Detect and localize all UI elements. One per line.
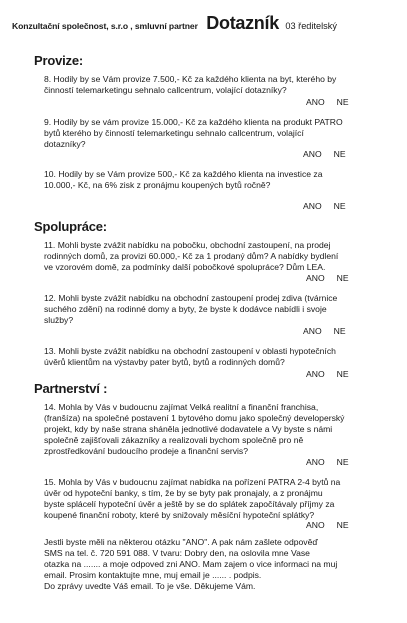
footer-line: otazka na ....... a moje odpoved zni ANO. Mam zajem o vice informaci na muj (44, 558, 338, 569)
answer-no-8[interactable]: NE (336, 97, 349, 107)
answer-yes-12[interactable]: ANO (303, 326, 322, 336)
answer-yes-14[interactable]: ANO (306, 457, 325, 467)
question-12: 12. Mohli byste zvážit nabídku na obchodní zastoupení prodej zdiva (tvárnice suchého zdění) na rodinné domy a byty, že byste k dodávce nabídli i svoje služby? (44, 293, 338, 325)
section-title-spoluprace: Spolupráce: (34, 219, 107, 234)
answer-yes-13[interactable]: ANO (306, 369, 325, 379)
answer-yes-11[interactable]: ANO (306, 273, 325, 283)
answer-no-10[interactable]: NE (333, 201, 346, 211)
question-8: 8. Hodily by se Vám provize 7.500,- Kč za každého klienta na byt, kterého by činností telemarketingu sehnalo callcentrum, volající dotazníky? (44, 74, 337, 95)
answer-options-10 (303, 201, 346, 211)
answer-yes-10[interactable]: ANO (303, 201, 322, 211)
company-name: Konzultační společnost, s.r.o , smluvní partner (12, 21, 198, 31)
answer-options-14 (306, 457, 349, 467)
footer-line: Do zprávy uvedte Váš email. To je vše. Děkujeme Vám. (44, 580, 256, 591)
section-title-partnerstvi: Partnerství : (34, 381, 108, 396)
answer-options-9 (303, 149, 346, 159)
answer-options-8 (306, 97, 349, 107)
answer-options-15 (306, 520, 349, 530)
answer-no-15[interactable]: NE (336, 520, 349, 530)
answer-no-14[interactable]: NE (336, 457, 349, 467)
answer-no-13[interactable]: NE (336, 369, 349, 379)
question-9: 9. Hodily by se vám provize 15.000,- Kč za každého klienta na produkt PATRO bytů kterého by činností telemarketingu sehnalo callcentrum, volající dotazníky? (44, 117, 343, 149)
instructions-footer (44, 537, 384, 592)
answer-yes-9[interactable]: ANO (303, 149, 322, 159)
answer-options-11 (306, 273, 349, 283)
answer-options-13 (306, 369, 349, 379)
footer-line: Jestli byste měli na některou otázku "ANO". A pak nám zašlete odpověď (44, 537, 318, 547)
section-title-provize: Provize: (34, 53, 83, 68)
answer-yes-15[interactable]: ANO (306, 520, 325, 530)
footer-line: SMS na tel. č. 720 591 088. V tvaru: Dobry den, na oslovila mne Vase (44, 547, 310, 558)
question-15: 15. Mohla by Vás v budoucnu zajímat nabídka na pořízení PATRA 2-4 bytů na úvěr od hypoteční banky, s tím, že by se byty pak pronajaly, a z pronájmu byste splácelí hypoteční úvěr a ještě by se do splátek započítávaly příjmy za koupené finanční roboty, které by snižovaly měsíční hypoteční splátky? (44, 477, 341, 520)
answer-options-12 (303, 326, 346, 336)
question-14: 14. Mohla by Vás v budoucnu zajímat Velká realitní a finanční franchisa, (franšíza) na společné postavení 1 bytového domu jako společný developerský projekt, kdy by naše strana sháněla jednotlivé dodavatele a Vy byste s námi společně zajišťovali zákazníky a realizovali bychom společně pro ně zprostředkování budoucího prodeje a finanční servis? (44, 402, 345, 456)
question-13: 13. Mohli byste zvážit nabídku na obchodní zastoupení v oblasti hypotečních úvěrů klientům na výstavby pater bytů, bytů a rodinných domů? (44, 346, 336, 367)
document-title: Dotazník (206, 13, 279, 33)
footer-line: email. Prosim kontaktujte mne, muj email je ...... . podpis. (44, 569, 262, 580)
document-subtitle: 03 ředitelský (285, 21, 337, 31)
answer-no-9[interactable]: NE (333, 149, 346, 159)
answer-no-11[interactable]: NE (336, 273, 349, 283)
question-10: 10. Hodily by se Vám provize 500,- Kč za každého klienta na investice za 10.000,- Kč, na 6% zisk z pronájmu koupených bytů ročně? (44, 169, 323, 190)
question-11: 11. Mohli byste zvážit nabídku na pobočku, obchodní zastoupení, na prodej rodinných domů, za provizi 60.000,- Kč za 1 prodaný dům? A nabídky bydlení ve vzorovém domě, za podmínky další pobočkové spolupráce? Dům LEA. (44, 240, 339, 272)
answer-yes-8[interactable]: ANO (306, 97, 325, 107)
document-header (12, 13, 404, 34)
answer-no-12[interactable]: NE (333, 326, 346, 336)
